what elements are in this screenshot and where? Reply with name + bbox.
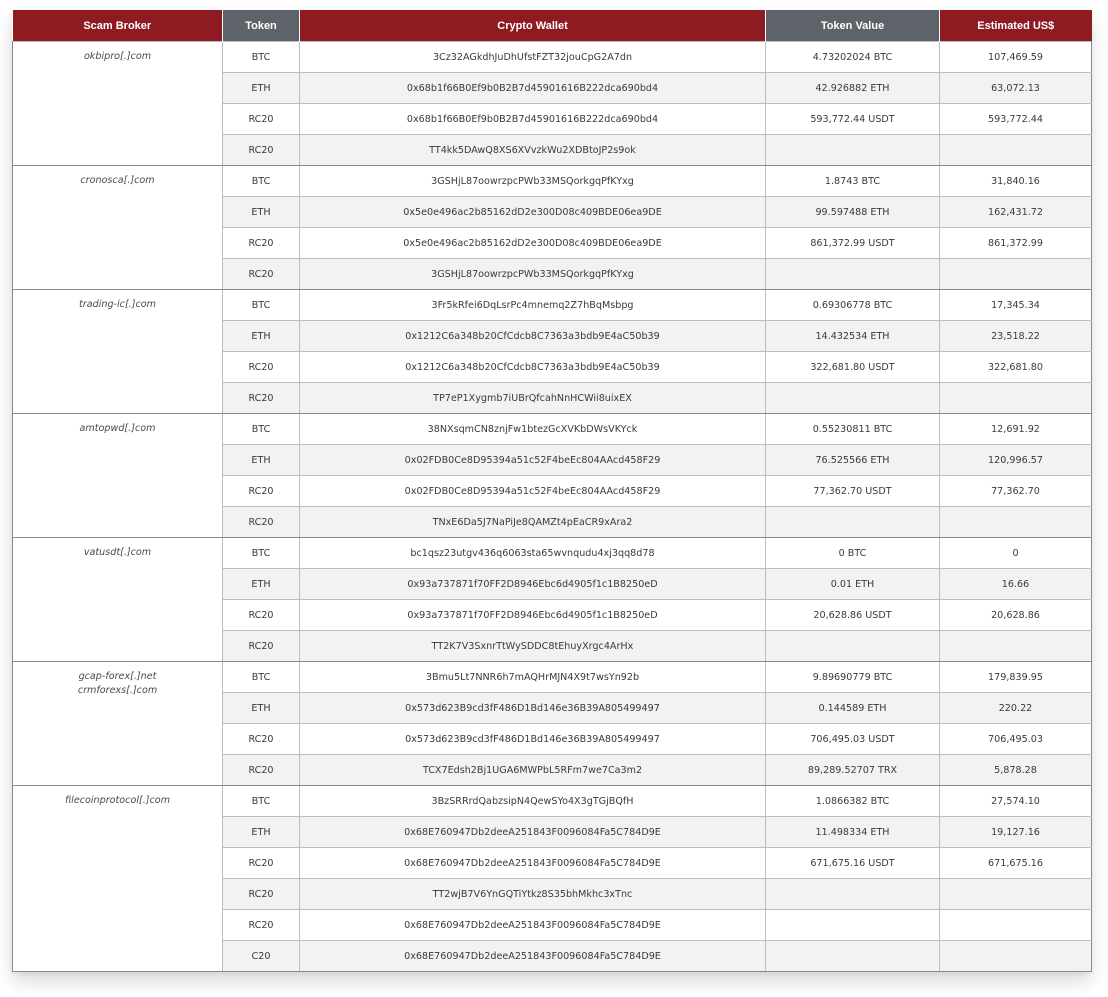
estimated-usd-cell: 77,362.70 — [940, 476, 1092, 507]
crypto-wallet-cell: 3BzSRRrdQabzsipN4QewSYo4X3gTGjBQfH — [300, 786, 766, 817]
token-value-cell — [766, 259, 940, 290]
estimated-usd-cell: 861,372.99 — [940, 228, 1092, 259]
scam-broker-domain: filecoinprotocol[.]com — [64, 795, 171, 806]
token-value-cell: 99.597488 ETH — [766, 197, 940, 228]
estimated-usd-cell: 17,345.34 — [940, 290, 1092, 321]
token-value-cell: 0.55230811 BTC — [766, 414, 940, 445]
token-cell: RC20 — [223, 631, 300, 662]
token-cell: RC20 — [223, 383, 300, 414]
scam-broker-domain: crmforexs[.]com — [77, 685, 158, 696]
token-cell: RC20 — [223, 910, 300, 941]
estimated-usd-cell: 16.66 — [940, 569, 1092, 600]
estimated-usd-cell — [940, 631, 1092, 662]
token-cell: RC20 — [223, 879, 300, 910]
estimated-usd-cell: 107,469.59 — [940, 42, 1092, 73]
estimated-usd-cell — [940, 259, 1092, 290]
token-cell: RC20 — [223, 352, 300, 383]
estimated-usd-cell: 593,772.44 — [940, 104, 1092, 135]
estimated-usd-cell — [940, 910, 1092, 941]
scam-broker-domain: cronosca[.]com — [80, 175, 155, 186]
table-row — [13, 414, 1092, 445]
scam-broker-wallet-table-container — [12, 10, 1091, 972]
estimated-usd-cell: 671,675.16 — [940, 848, 1092, 879]
scam-broker-cell — [13, 414, 223, 538]
estimated-usd-cell: 322,681.80 — [940, 352, 1092, 383]
crypto-wallet-cell: 0x68E760947Db2deeA251843F0096084Fa5C784D9E — [300, 910, 766, 941]
token-value-cell: 11.498334 ETH — [766, 817, 940, 848]
estimated-usd-cell: 162,431.72 — [940, 197, 1092, 228]
token-value-cell: 1.8743 BTC — [766, 166, 940, 197]
token-cell: BTC — [223, 538, 300, 569]
crypto-wallet-cell: 0x68E760947Db2deeA251843F0096084Fa5C784D9E — [300, 941, 766, 972]
token-value-cell — [766, 941, 940, 972]
crypto-wallet-cell: 0x1212C6a348b20CfCdcb8C7363a3bdb9E4aC50b39 — [300, 352, 766, 383]
crypto-wallet-cell: TP7eP1Xygmb7iUBrQfcahNnHCWii8uixEX — [300, 383, 766, 414]
token-cell: ETH — [223, 445, 300, 476]
crypto-wallet-cell: TNxE6Da5J7NaPiJe8QAMZt4pEaCR9xAra2 — [300, 507, 766, 538]
crypto-wallet-cell: 38NXsqmCN8znjFw1btezGcXVKbDWsVKYck — [300, 414, 766, 445]
token-cell: ETH — [223, 569, 300, 600]
token-cell: C20 — [223, 941, 300, 972]
scam-broker-domain: gcap-forex[.]net — [78, 671, 157, 682]
crypto-wallet-cell: bc1qsz23utgv436q6063sta65wvnqudu4xj3qq8d78 — [300, 538, 766, 569]
token-value-cell: 706,495.03 USDT — [766, 724, 940, 755]
table-row — [13, 662, 1092, 693]
estimated-usd-cell: 220.22 — [940, 693, 1092, 724]
crypto-wallet-cell: 0x68b1f66B0Ef9b0B2B7d45901616B222dca690bd4 — [300, 104, 766, 135]
token-value-cell: 0.01 ETH — [766, 569, 940, 600]
table-row — [13, 786, 1092, 817]
table-header-row — [13, 10, 1092, 42]
crypto-wallet-cell: 0x1212C6a348b20CfCdcb8C7363a3bdb9E4aC50b39 — [300, 321, 766, 352]
estimated-usd-cell: 0 — [940, 538, 1092, 569]
crypto-wallet-cell: 0x573d623B9cd3fF486D1Bd146e36B39A805499497 — [300, 724, 766, 755]
token-value-cell — [766, 910, 940, 941]
crypto-wallet-cell: 0x68E760947Db2deeA251843F0096084Fa5C784D9E — [300, 817, 766, 848]
scam-broker-cell — [13, 786, 223, 972]
crypto-wallet-cell: 3Bmu5Lt7NNR6h7mAQHrMJN4X9t7wsYn92b — [300, 662, 766, 693]
token-value-cell: 861,372.99 USDT — [766, 228, 940, 259]
table-body — [13, 42, 1092, 972]
token-value-cell: 4.73202024 BTC — [766, 42, 940, 73]
token-value-cell — [766, 135, 940, 166]
crypto-wallet-cell: 3Fr5kRfei6DqLsrPc4mnemq2Z7hBqMsbpg — [300, 290, 766, 321]
column-header-crypto-wallet: Crypto Wallet — [300, 10, 766, 42]
token-cell: BTC — [223, 42, 300, 73]
token-cell: ETH — [223, 693, 300, 724]
estimated-usd-cell — [940, 941, 1092, 972]
token-cell: RC20 — [223, 755, 300, 786]
table-row — [13, 538, 1092, 569]
token-cell: RC20 — [223, 476, 300, 507]
token-value-cell: 671,675.16 USDT — [766, 848, 940, 879]
estimated-usd-cell: 23,518.22 — [940, 321, 1092, 352]
crypto-wallet-cell: 3Cz32AGkdhJuDhUfstFZT32jouCpG2A7dn — [300, 42, 766, 73]
token-value-cell: 9.89690779 BTC — [766, 662, 940, 693]
estimated-usd-cell: 5,878.28 — [940, 755, 1092, 786]
scam-broker-domain: okbipro[.]com — [83, 51, 152, 62]
table-row — [13, 166, 1092, 197]
token-cell: RC20 — [223, 848, 300, 879]
column-header-token-value: Token Value — [766, 10, 940, 42]
scam-broker-domain: amtopwd[.]com — [79, 423, 156, 434]
token-value-cell: 42.926882 ETH — [766, 73, 940, 104]
estimated-usd-cell — [940, 383, 1092, 414]
token-value-cell — [766, 383, 940, 414]
token-value-cell — [766, 631, 940, 662]
token-value-cell: 20,628.86 USDT — [766, 600, 940, 631]
token-cell: ETH — [223, 73, 300, 104]
token-cell: ETH — [223, 197, 300, 228]
token-value-cell — [766, 879, 940, 910]
crypto-wallet-cell: 0x02FDB0Ce8D95394a51c52F4beEc804AAcd458F29 — [300, 476, 766, 507]
crypto-wallet-cell: 3GSHjL87oowrzpcPWb33MSQorkgqPfKYxg — [300, 166, 766, 197]
scam-broker-domain: trading-ic[.]com — [79, 299, 156, 310]
crypto-wallet-cell: 0x02FDB0Ce8D95394a51c52F4beEc804AAcd458F29 — [300, 445, 766, 476]
token-value-cell: 0 BTC — [766, 538, 940, 569]
crypto-wallet-cell: 0x68E760947Db2deeA251843F0096084Fa5C784D9E — [300, 848, 766, 879]
token-value-cell: 14.432534 ETH — [766, 321, 940, 352]
token-cell: RC20 — [223, 724, 300, 755]
scam-broker-cell — [13, 42, 223, 166]
scam-broker-domain: vatusdt[.]com — [83, 547, 152, 558]
crypto-wallet-cell: 0x93a737871f70FF2D8946Ebc6d4905f1c1B8250eD — [300, 600, 766, 631]
crypto-wallet-cell: 0x93a737871f70FF2D8946Ebc6d4905f1c1B8250eD — [300, 569, 766, 600]
crypto-wallet-cell: 0x5e0e496ac2b85162dD2e300D08c409BDE06ea9DE — [300, 228, 766, 259]
token-cell: RC20 — [223, 135, 300, 166]
column-header-estimated-usd: Estimated US$ — [940, 10, 1092, 42]
token-cell: BTC — [223, 290, 300, 321]
token-cell: BTC — [223, 414, 300, 445]
token-cell: RC20 — [223, 228, 300, 259]
token-value-cell: 89,289.52707 TRX — [766, 755, 940, 786]
estimated-usd-cell: 12,691.92 — [940, 414, 1092, 445]
token-cell: BTC — [223, 786, 300, 817]
scam-broker-cell — [13, 538, 223, 662]
scam-broker-cell — [13, 166, 223, 290]
crypto-wallet-cell: 0x573d623B9cd3fF486D1Bd146e36B39A805499497 — [300, 693, 766, 724]
estimated-usd-cell: 27,574.10 — [940, 786, 1092, 817]
scam-broker-cell — [13, 290, 223, 414]
scam-broker-cell — [13, 662, 223, 786]
scam-broker-wallet-table — [12, 10, 1092, 972]
estimated-usd-cell: 19,127.16 — [940, 817, 1092, 848]
estimated-usd-cell: 120,996.57 — [940, 445, 1092, 476]
column-header-token: Token — [223, 10, 300, 42]
estimated-usd-cell — [940, 135, 1092, 166]
crypto-wallet-cell: 0x5e0e496ac2b85162dD2e300D08c409BDE06ea9DE — [300, 197, 766, 228]
token-value-cell: 76.525566 ETH — [766, 445, 940, 476]
crypto-wallet-cell: 0x68b1f66B0Ef9b0B2B7d45901616B222dca690bd4 — [300, 73, 766, 104]
token-cell: RC20 — [223, 600, 300, 631]
estimated-usd-cell: 179,839.95 — [940, 662, 1092, 693]
token-value-cell: 322,681.80 USDT — [766, 352, 940, 383]
token-cell: RC20 — [223, 507, 300, 538]
crypto-wallet-cell: 3GSHjL87oowrzpcPWb33MSQorkgqPfKYxg — [300, 259, 766, 290]
token-value-cell: 0.69306778 BTC — [766, 290, 940, 321]
crypto-wallet-cell: TT2wjB7V6YnGQTiYtkz8S35bhMkhc3xTnc — [300, 879, 766, 910]
token-value-cell: 0.144589 ETH — [766, 693, 940, 724]
estimated-usd-cell: 63,072.13 — [940, 73, 1092, 104]
token-cell: ETH — [223, 817, 300, 848]
estimated-usd-cell: 20,628.86 — [940, 600, 1092, 631]
crypto-wallet-cell: TCX7Edsh2Bj1UGA6MWPbL5RFm7we7Ca3m2 — [300, 755, 766, 786]
estimated-usd-cell — [940, 879, 1092, 910]
token-value-cell: 77,362.70 USDT — [766, 476, 940, 507]
token-value-cell: 593,772.44 USDT — [766, 104, 940, 135]
crypto-wallet-cell: TT4kk5DAwQ8XS6XVvzkWu2XDBtoJP2s9ok — [300, 135, 766, 166]
table-row — [13, 42, 1092, 73]
token-cell: BTC — [223, 166, 300, 197]
token-cell: RC20 — [223, 104, 300, 135]
estimated-usd-cell: 706,495.03 — [940, 724, 1092, 755]
token-cell: BTC — [223, 662, 300, 693]
crypto-wallet-cell: TT2K7V3SxnrTtWySDDC8tEhuyXrgc4ArHx — [300, 631, 766, 662]
column-header-scam-broker: Scam Broker — [13, 10, 223, 42]
token-cell: ETH — [223, 321, 300, 352]
estimated-usd-cell — [940, 507, 1092, 538]
table-row — [13, 290, 1092, 321]
token-cell: RC20 — [223, 259, 300, 290]
estimated-usd-cell: 31,840.16 — [940, 166, 1092, 197]
token-value-cell: 1.0866382 BTC — [766, 786, 940, 817]
token-value-cell — [766, 507, 940, 538]
